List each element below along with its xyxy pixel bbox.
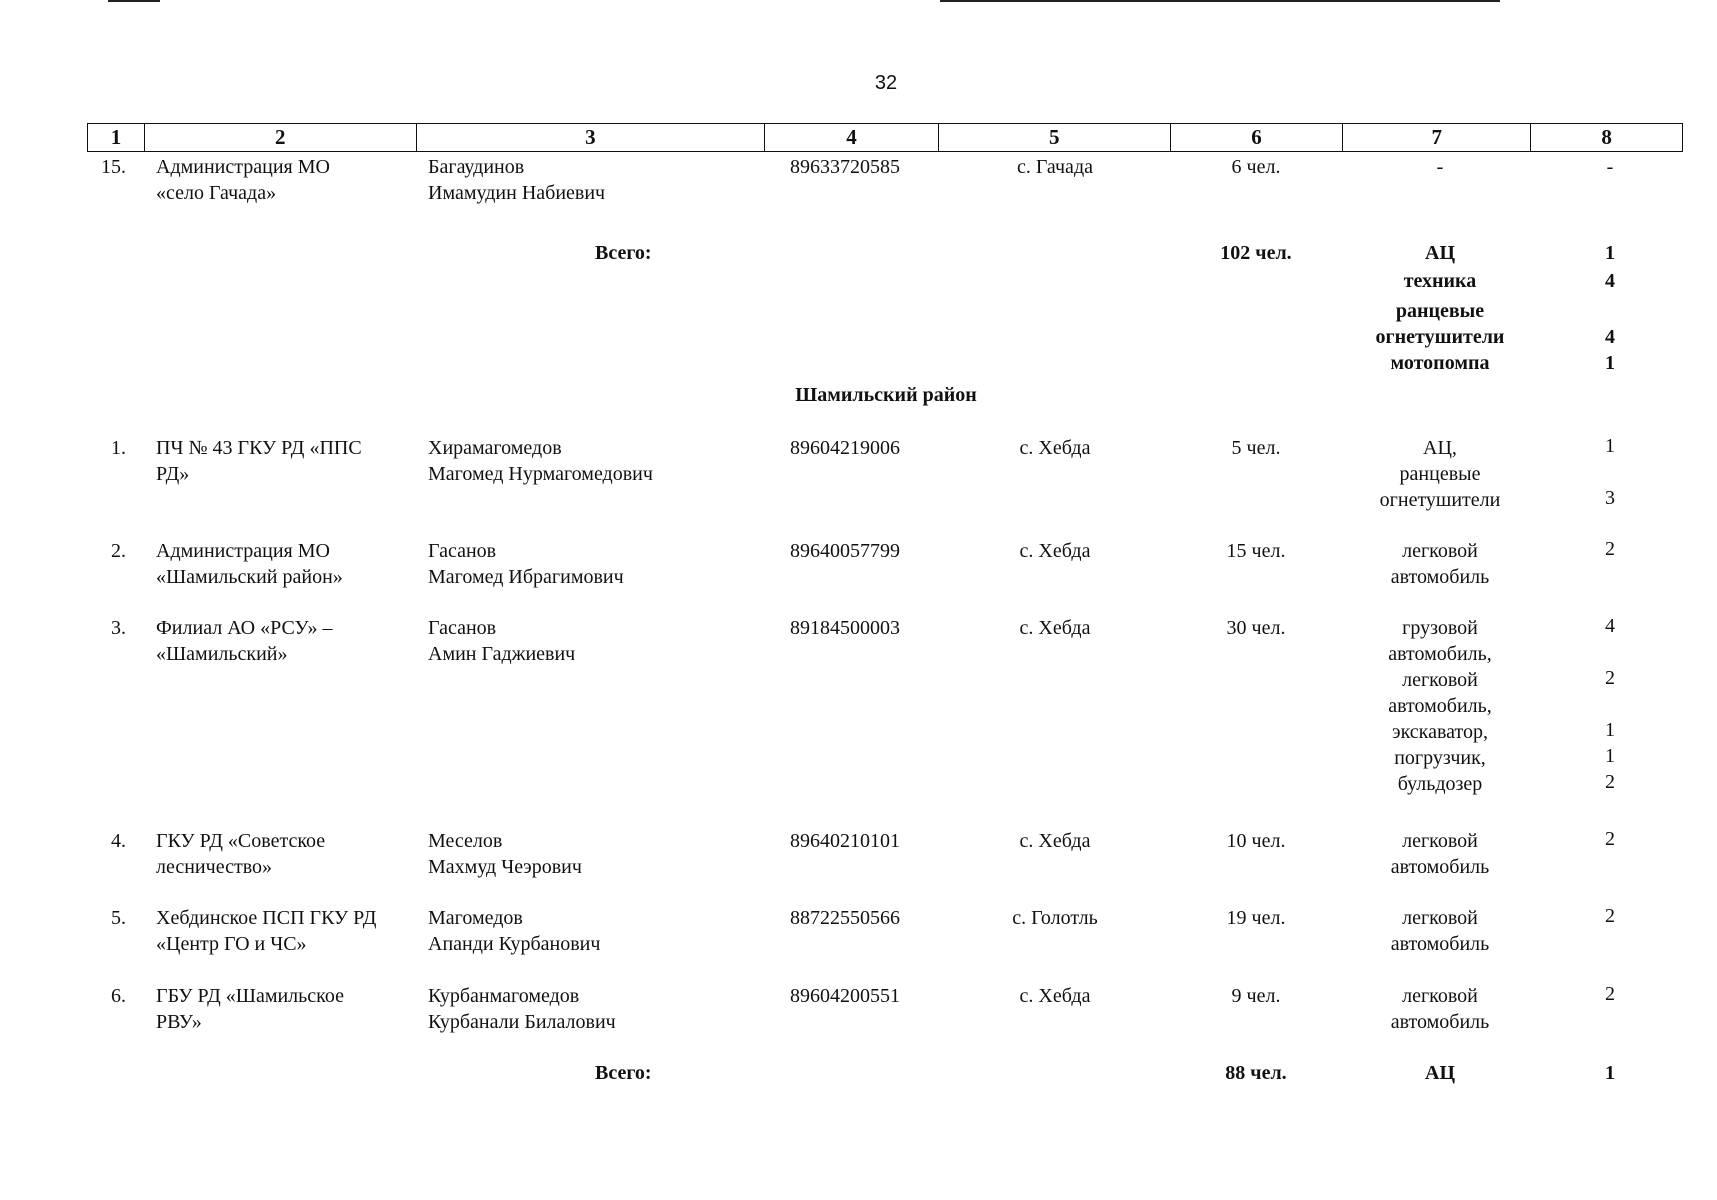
count-line: [1585, 691, 1635, 717]
column-header: 8: [1601, 125, 1612, 149]
count-line: 1: [1605, 352, 1615, 374]
row-number: 15.: [101, 156, 126, 178]
row-number: 2.: [111, 540, 126, 562]
count-line: 1: [1605, 435, 1615, 457]
equipment-line: автомобиль,: [1388, 643, 1492, 665]
organization: [156, 905, 376, 957]
equipment: -: [1436, 156, 1444, 178]
responsible-person: [428, 905, 600, 957]
person-line: Магомед Ибрагимович: [428, 566, 624, 588]
equipment-line: легковой: [1402, 985, 1478, 1007]
equipment: [1340, 538, 1540, 590]
person-line: Багаудинов: [428, 156, 525, 178]
count-line: [1585, 459, 1635, 485]
person-line: Имамудин Набиевич: [428, 182, 606, 204]
equipment-count: 2: [1605, 538, 1615, 560]
total-equipment: [1340, 240, 1540, 376]
organization-line: ПЧ № 43 ГКУ РД «ППС: [156, 437, 362, 459]
location: с. Хебда: [1019, 985, 1091, 1007]
count-line: 2: [1605, 771, 1615, 793]
phone-number: 88722550566: [790, 907, 900, 929]
people-count: 19 чел.: [1226, 907, 1286, 929]
count-line: [1585, 298, 1635, 324]
equipment-line: легковой: [1402, 830, 1478, 852]
count-line: 1: [1605, 719, 1615, 741]
organization-line: «Шамильский»: [156, 643, 288, 665]
location: с. Хебда: [1019, 617, 1091, 639]
total-equipment: АЦ: [1425, 1062, 1455, 1084]
equipment: [1340, 828, 1540, 880]
person-line: Апанди Курбанович: [428, 933, 601, 955]
column-header: 1: [88, 124, 145, 151]
person-line: Магомед Нурмагомедович: [428, 463, 653, 485]
equipment-line: автомобиль: [1390, 856, 1490, 878]
organization-line: Филиал АО «РСУ» –: [156, 617, 333, 639]
organization-line: ГБУ РД «Шамильское: [156, 985, 344, 1007]
organization-line: Администрация МО: [156, 540, 330, 562]
column-header: 4: [765, 124, 939, 151]
count-line: 3: [1605, 487, 1615, 509]
organization-line: лесничество»: [156, 856, 272, 878]
person-line: Курбанмагомедов: [428, 985, 580, 1007]
organization: [156, 435, 362, 487]
count-line: 4: [1605, 270, 1615, 292]
equipment: [1340, 983, 1540, 1035]
equipment-line: автомобиль: [1390, 566, 1490, 588]
person-line: Гасанов: [428, 617, 497, 639]
equipment-line: автомобиль: [1390, 933, 1490, 955]
equipment-line: техника: [1403, 270, 1477, 292]
equipment-line: легковой: [1402, 907, 1478, 929]
equipment-line: автомобиль: [1390, 1011, 1490, 1033]
equipment-line: легковой: [1402, 669, 1478, 691]
person-line: Курбанали Билалович: [428, 1011, 616, 1033]
equipment-line: огнетушители: [1375, 326, 1505, 348]
equipment-line: экскаватор,: [1392, 721, 1488, 743]
equipment-line: грузовой: [1402, 617, 1478, 639]
responsible-person: [428, 435, 653, 487]
people-count: 10 чел.: [1226, 830, 1286, 852]
count-line: [1585, 639, 1635, 665]
row-number: 1.: [111, 437, 126, 459]
equipment-line: бульдозер: [1397, 773, 1483, 795]
equipment: [1340, 615, 1540, 797]
total-equipment-count: 1: [1605, 1062, 1615, 1084]
organization: [156, 538, 343, 590]
phone-number: 89640057799: [790, 540, 900, 562]
person-line: Гасанов: [428, 540, 497, 562]
location: с. Голотль: [1012, 907, 1098, 929]
column-header: 6: [1171, 124, 1344, 151]
people-count: 6 чел.: [1231, 156, 1281, 178]
equipment-count: 2: [1605, 828, 1615, 850]
organization: [156, 828, 325, 880]
equipment-line: огнетушители: [1379, 489, 1501, 511]
equipment-count: -: [1606, 156, 1614, 178]
organization-line: Хебдинское ПСП ГКУ РД: [156, 907, 377, 929]
organization-line: Администрация МО: [156, 156, 330, 178]
table-header-row: [87, 123, 1683, 152]
equipment: [1340, 905, 1540, 957]
organization-line: РД»: [156, 463, 190, 485]
page-number: 32: [874, 72, 898, 94]
equipment-line: автомобиль,: [1388, 695, 1492, 717]
phone-number: 89604200551: [790, 985, 900, 1007]
equipment-count: 2: [1605, 905, 1615, 927]
equipment-line: погрузчик,: [1394, 747, 1486, 769]
person-line: Амин Гаджиевич: [428, 643, 576, 665]
people-count: 9 чел.: [1231, 985, 1281, 1007]
total-label: Всего:: [595, 242, 652, 264]
row-number: 3.: [111, 617, 126, 639]
equipment: [1340, 435, 1540, 513]
total-equipment-count: [1585, 240, 1635, 376]
organization-line: РВУ»: [156, 1011, 202, 1033]
row-number: 5.: [111, 907, 126, 929]
equipment-line: ранцевые: [1399, 463, 1481, 485]
phone-number: 89184500003: [790, 617, 900, 639]
equipment-count: [1585, 613, 1635, 795]
responsible-person: [428, 538, 624, 590]
person-line: Магомедов: [428, 907, 523, 929]
row-number: 6.: [111, 985, 126, 1007]
row-number: 4.: [111, 830, 126, 852]
equipment-count: 2: [1605, 983, 1615, 1005]
total-people: 102 чел.: [1220, 242, 1292, 264]
count-line: 4: [1605, 615, 1615, 637]
organization: [156, 983, 344, 1035]
equipment-line: легковой: [1402, 540, 1478, 562]
organization: [156, 154, 330, 206]
person-line: Меселов: [428, 830, 503, 852]
section-title: Шамильский район: [795, 384, 977, 406]
count-line: 1: [1605, 242, 1615, 264]
people-count: 15 чел.: [1226, 540, 1286, 562]
people-count: 30 чел.: [1226, 617, 1286, 639]
people-count: 5 чел.: [1231, 437, 1281, 459]
organization-line: ГКУ РД «Советское: [156, 830, 326, 852]
count-line: 2: [1605, 667, 1615, 689]
count-line: 1: [1605, 745, 1615, 767]
scan-edge-mark: [940, 0, 1500, 2]
responsible-person: [428, 983, 616, 1035]
responsible-person: [428, 154, 605, 206]
organization: [156, 615, 332, 667]
equipment-line: АЦ: [1425, 242, 1455, 264]
person-line: Махмуд Чеэрович: [428, 856, 582, 878]
person-line: Хирамагомедов: [428, 437, 562, 459]
total-people: 88 чел.: [1225, 1062, 1287, 1084]
phone-number: 89604219006: [790, 437, 900, 459]
organization-line: «Шамильский район»: [156, 566, 343, 588]
location: с. Хебда: [1019, 540, 1091, 562]
equipment-count: [1585, 433, 1635, 511]
column-header: 3: [417, 124, 766, 151]
equipment-line: мотопомпа: [1390, 352, 1490, 374]
equipment-line: АЦ,: [1423, 437, 1457, 459]
location: с. Гачада: [1016, 156, 1093, 178]
responsible-person: [428, 828, 582, 880]
column-header: 5: [939, 124, 1171, 151]
phone-number: 89640210101: [790, 830, 900, 852]
responsible-person: [428, 615, 575, 667]
organization-line: «село Гачада»: [156, 182, 277, 204]
scan-edge-mark: [108, 0, 160, 2]
phone-number: 89633720585: [790, 156, 900, 178]
equipment-line: ранцевые: [1395, 300, 1485, 322]
column-header: 7: [1343, 124, 1531, 151]
total-label: Всего:: [595, 1062, 652, 1084]
count-line: 4: [1605, 326, 1615, 348]
column-header: 2: [145, 124, 417, 151]
location: с. Хебда: [1019, 437, 1091, 459]
location: с. Хебда: [1019, 830, 1091, 852]
organization-line: «Центр ГО и ЧС»: [156, 933, 307, 955]
